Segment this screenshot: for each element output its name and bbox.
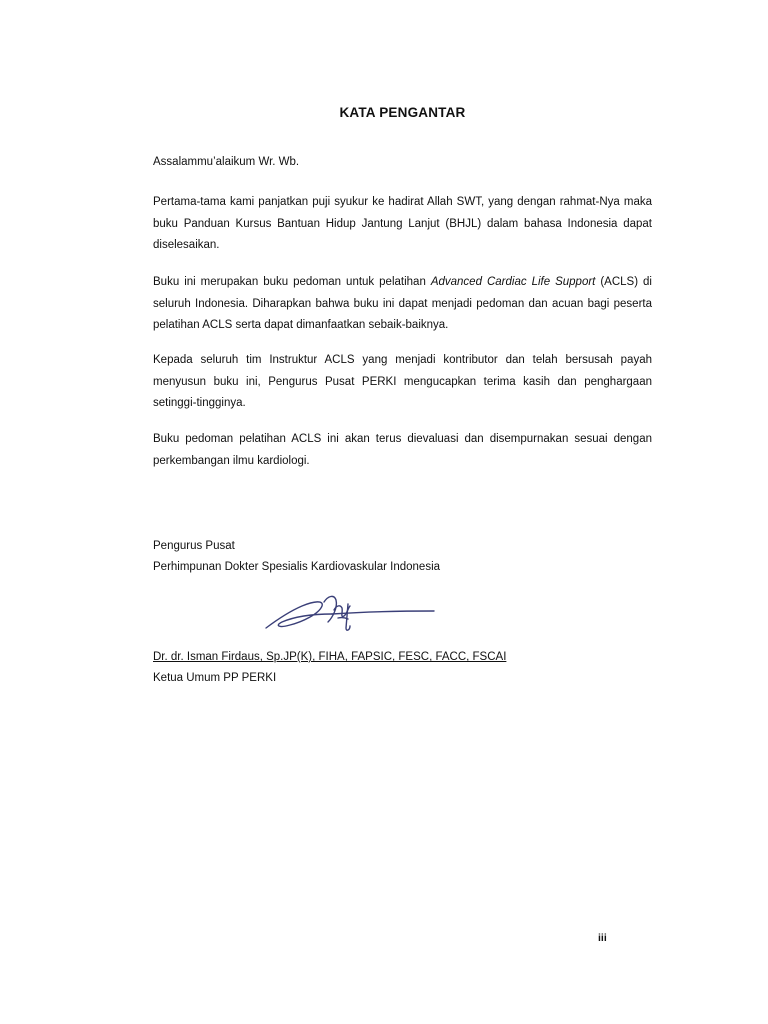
- signatory-position: Ketua Umum PP PERKI: [153, 672, 277, 684]
- organization-line-1: Pengurus Pusat: [153, 540, 235, 552]
- page-title: KATA PENGANTAR: [339, 105, 466, 120]
- signature-organization: [153, 536, 652, 578]
- organization-line-2: Perhimpunan Dokter Spesialis Kardiovaskular Indonesia: [153, 561, 441, 573]
- acls-term: Advanced Cardiac Life Support: [430, 276, 596, 288]
- paragraph-thanks: Kepada seluruh tim Instruktur ACLS yang menjadi kontributor dan telah bersusah payah menyusun buku ini, Pengurus Pusat PERKI mengucapkan terima kasih dan penghargaan setinggi-tingginya.: [153, 354, 652, 409]
- paragraph-intro: Pertama-tama kami panjatkan puji syukur ke hadirat Allah SWT, yang dengan rahmat-Nya maka buku Panduan Kursus Bantuan Hidup Jantung Lanjut (BHJL) dalam bahasa Indonesia dapat diselesaikan.: [153, 196, 652, 251]
- paragraph-purpose: [153, 272, 652, 337]
- handwritten-signature: [262, 588, 438, 636]
- signatory-name: Dr. dr. Isman Firdaus, Sp.JP(K), FIHA, FAPSIC, FESC, FACC, FSCAI: [153, 651, 507, 663]
- paragraph-purpose-start: Buku ini merupakan buku pedoman untuk pelatihan: [153, 276, 431, 288]
- paragraph-purpose-end: (ACLS) di seluruh Indonesia. Diharapkan bahwa buku ini dapat menjadi pedoman dan acuan bagi peserta pelatihan ACLS serta dapat dimanfaatkan sebaik-baiknya.: [153, 276, 652, 331]
- paragraph-closing: Buku pedoman pelatihan ACLS ini akan terus dievaluasi dan disempurnakan sesuai dengan perkembangan ilmu kardiologi.: [153, 433, 652, 467]
- page-number: iii: [598, 932, 607, 944]
- signatory: [153, 647, 652, 689]
- greeting: Assalammu’alaikum Wr. Wb.: [153, 156, 300, 168]
